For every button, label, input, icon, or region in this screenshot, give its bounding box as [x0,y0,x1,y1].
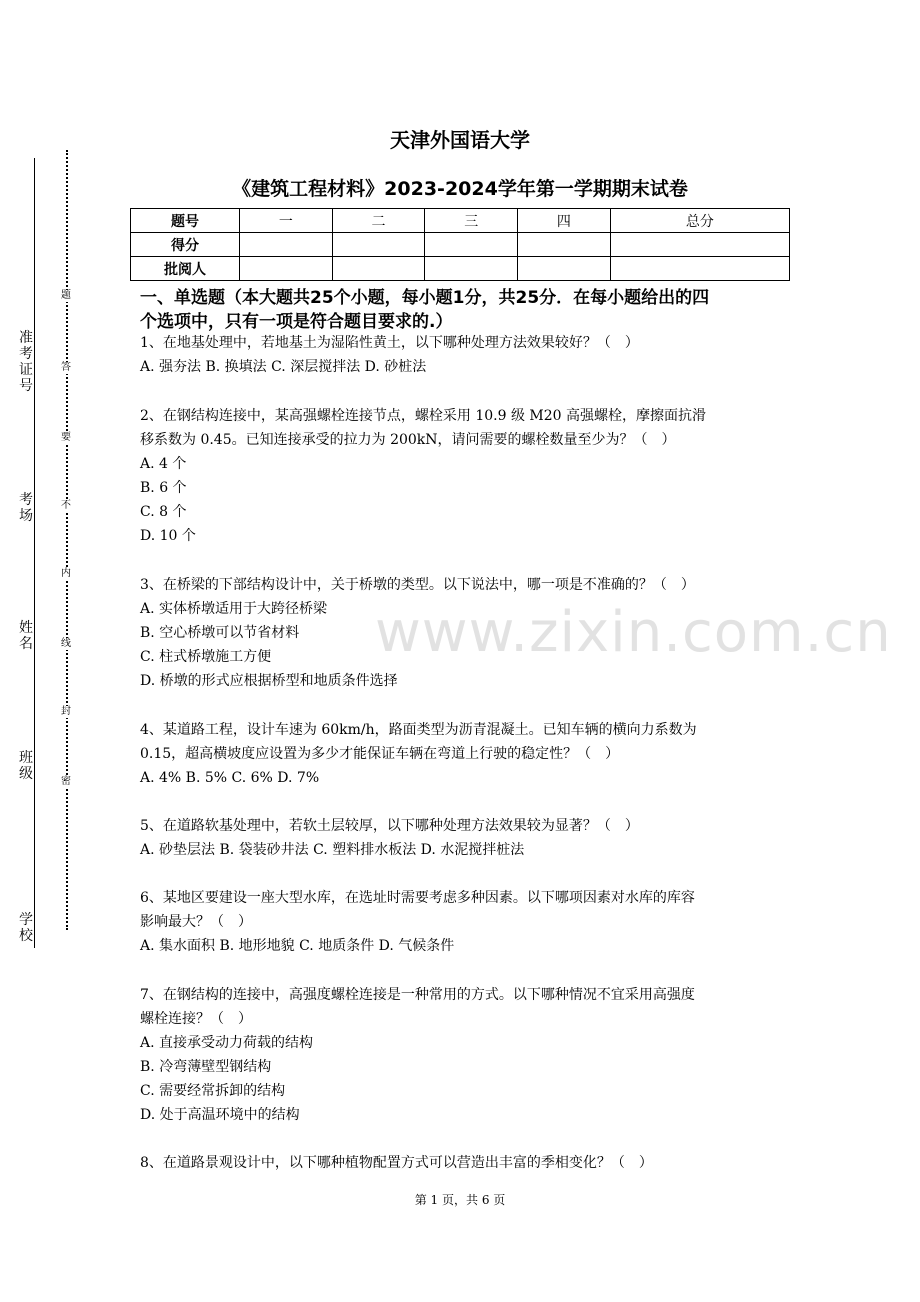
score-cell[interactable] [518,233,611,257]
table-header-cell: 二 [332,209,425,233]
seal-char: 答 [58,362,74,374]
watermark: www.zixin.com.cn [375,600,892,665]
question-option: A. 实体桥墩适用于大跨径桥梁 [140,601,328,617]
seal-char: 封 [58,706,74,718]
table-row-label: 批阅人 [131,257,240,281]
seal-char: 要 [58,432,74,444]
question-text: 移系数为 0.45。已知连接承受的拉力为 200kN，请问需要的螺栓数量至少为？（ ） [140,432,676,448]
table-header-cell: 四 [518,209,611,233]
question-options: A. 砂垫层法 B. 袋装砂井法 C. 塑料排水板法 D. 水泥搅拌桩法 [140,842,525,858]
section-heading [140,286,795,334]
question-option: A. 4 个 [140,456,187,472]
school-title: 天津外国语大学 [390,128,530,152]
question-3 [140,573,800,693]
exam-id-label: 准考证号 [19,330,33,394]
table-header-cell: 三 [425,209,518,233]
question-option: B. 冷弯薄壁型钢结构 [140,1059,272,1075]
grader-cell[interactable] [425,257,518,281]
table-row [131,209,790,233]
seal-char: 线 [58,638,74,650]
seal-dotted-line [66,150,68,930]
question-text: 0.15，超高横坡度应设置为多少才能保证车辆在弯道上行驶的稳定性？（ ） [140,746,620,762]
school-label: 学校 [19,912,33,944]
grader-cell[interactable] [332,257,425,281]
question-text: 7、在钢结构的连接中，高强度螺栓连接是一种常用的方式。以下哪种情况不宜采用高强度 [140,987,695,1003]
question-option: D. 10 个 [140,528,196,544]
question-options: A. 集水面积 B. 地形地貌 C. 地质条件 D. 气候条件 [140,938,455,954]
question-text: 3、在桥梁的下部结构设计中，关于桥墩的类型。以下说法中，哪一项是不准确的？（ ） [140,577,695,593]
question-option: C. 8 个 [140,504,187,520]
class-label: 班级 [19,750,33,782]
grader-cell[interactable] [518,257,611,281]
exam-title: 《建筑工程材料》2023-2024学年第一学期期末试卷 [232,178,688,200]
question-text: 1、在地基处理中，若地基土为湿陷性黄土，以下哪种处理方法效果较好？（ ） [140,335,639,351]
question-1 [140,331,800,379]
question-4 [140,718,800,790]
question-option: A. 直接承受动力荷载的结构 [140,1035,314,1051]
name-label: 姓名 [19,620,33,652]
question-text: 6、某地区要建设一座大型水库，在选址时需要考虑多种因素。以下哪项因素对水库的库容 [140,890,695,906]
question-6 [140,886,800,958]
question-text: 2、在钢结构连接中，某高强螺栓连接节点，螺栓采用 10.9 级 M20 高强螺栓，摩擦面抗滑 [140,408,707,424]
question-option: B. 空心桥墩可以节省材料 [140,625,300,641]
seal-char: 内 [58,568,74,580]
score-cell[interactable] [425,233,518,257]
question-option: B. 6 个 [140,480,187,496]
seal-char: 密 [58,776,74,788]
question-option: D. 桥墩的形式应根据桥型和地质条件选择 [140,673,398,689]
question-2 [140,404,800,548]
question-text: 5、在道路软基处理中，若软土层较厚，以下哪种处理方法效果较为显著？（ ） [140,818,639,834]
seal-char: 题 [58,290,74,302]
question-text: 影响最大？（ ） [140,914,252,930]
question-text: 8、在道路景观设计中，以下哪种植物配置方式可以营造出丰富的季相变化？（ ） [140,1155,653,1171]
table-row-label: 得分 [131,233,240,257]
score-table [130,208,790,281]
table-row [131,233,790,257]
question-option: C. 柱式桥墩施工方便 [140,649,272,665]
question-options: A. 强夯法 B. 换填法 C. 深层搅拌法 D. 砂桩法 [140,359,427,375]
binding-line [34,158,35,948]
page-footer: 第 1 页，共 6 页 [414,1193,506,1207]
section-heading-line: 一、单选题（本大题共25个小题，每小题1分，共25分．在每小题给出的四 [140,288,710,308]
question-text: 螺栓连接？（ ） [140,1011,252,1027]
score-cell[interactable] [240,233,333,257]
grader-cell[interactable] [610,257,789,281]
question-text: 4、某道路工程，设计车速为 60km/h，路面类型为沥青混凝土。已知车辆的横向力系数为 [140,722,697,738]
question-option: D. 处于高温环境中的结构 [140,1107,300,1123]
question-options: A. 4% B. 5% C. 6% D. 7% [140,770,320,786]
table-header-cell: 总分 [610,209,789,233]
question-8 [140,1151,800,1175]
section-heading-line: 个选项中，只有一项是符合题目要求的.） [140,312,453,332]
question-5 [140,814,800,862]
grader-cell[interactable] [240,257,333,281]
exam-room-label: 考场 [19,492,33,524]
score-cell[interactable] [332,233,425,257]
score-cell[interactable] [610,233,789,257]
table-header-cell: 题号 [131,209,240,233]
table-row [131,257,790,281]
question-7 [140,983,800,1127]
question-option: C. 需要经常拆卸的结构 [140,1083,286,1099]
table-header-cell: 一 [240,209,333,233]
seal-char: 不 [58,500,74,512]
